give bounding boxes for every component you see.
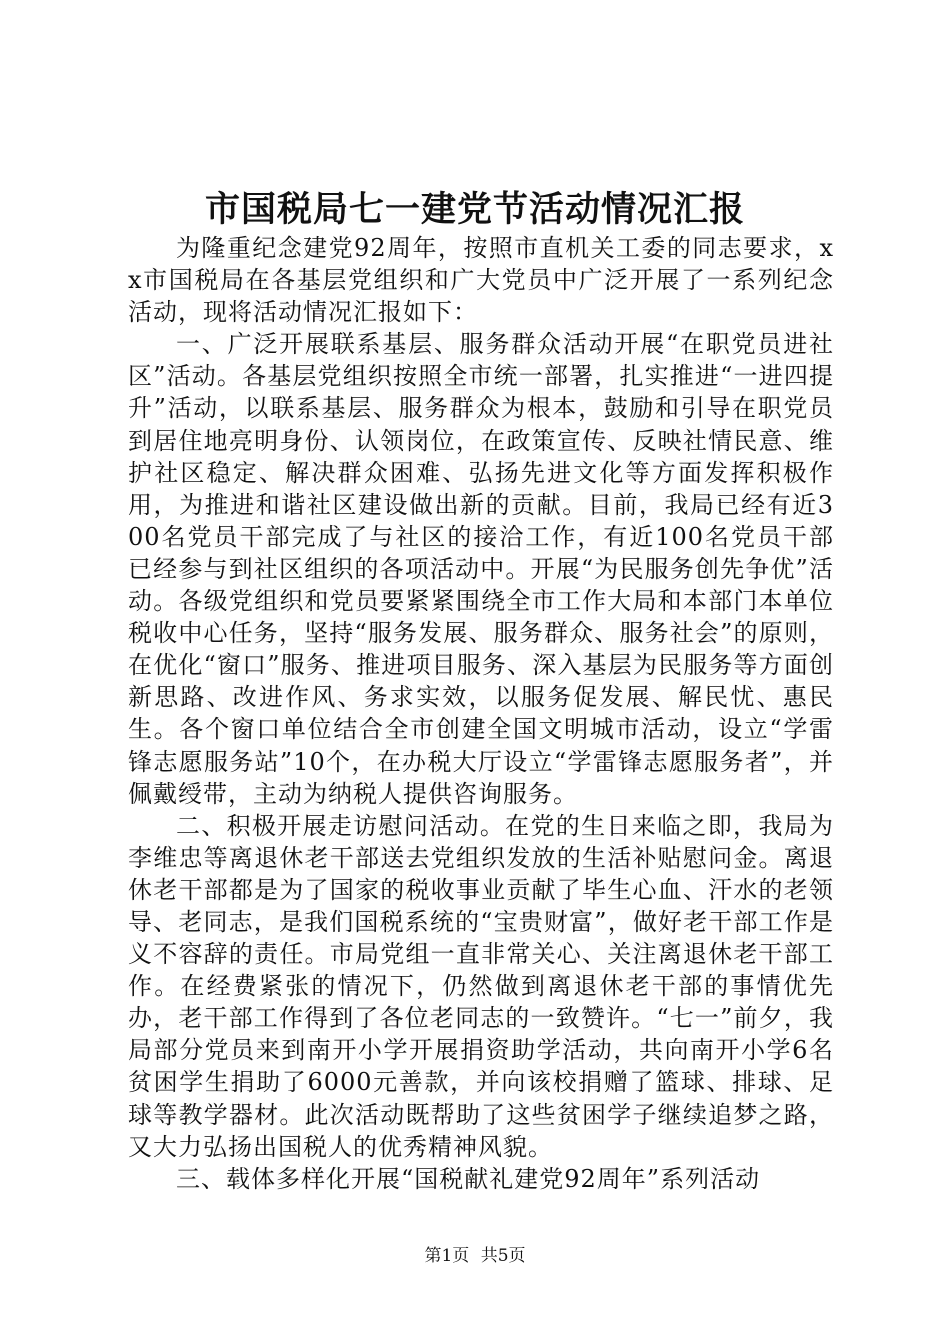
paragraph-intro: 为隆重纪念建党92周年，按照市直机关工委的同志要求，xx市国税局在各基层党组织和广大党员中广泛开展了一系列纪念活动，现将活动情况汇报如下： bbox=[128, 234, 834, 327]
page-footer bbox=[0, 1244, 950, 1268]
page-number-current: 第1页 bbox=[424, 1246, 470, 1266]
paragraph-section-1: 一、广泛开展联系基层、服务群众活动开展“在职党员进社区”活动。各基层党组织按照全市统一部署，扎实推进“一进四提升”活动，以联系基层、服务群众为根本，鼓励和引导在职党员到居住地亮明身份、认领岗位，在政策宣传、反映社情民意、维护社区稳定、解决群众困难、弘扬先进文化等方面发挥积极作用，为推进和谐社区建设做出新的贡献。目前，我局已经有近300名党员干部完成了与社区的接洽工作，有近100名党员干部已经参与到社区组织的各项活动中。开展“为民服务创先争优”活动。各级党组织和党员要紧紧围绕全市工作大局和本部门本单位税收中心任务，坚持“服务发展、服务群众、服务社会”的原则，在优化“窗口”服务、推进项目服务、深入基层为民服务等方面创新思路、改进作风、务求实效，以服务促发展、解民忧、惠民生。各个窗口单位结合全市创建全国文明城市活动，设立“学雷锋志愿服务站”10个，在办税大厅设立“学雷锋志愿服务者”，并佩戴绶带，主动为纳税人提供咨询服务。 bbox=[128, 330, 834, 808]
page-number-total: 共5页 bbox=[480, 1246, 526, 1266]
paragraph-section-2: 二、积极开展走访慰问活动。在党的生日来临之即，我局为李维忠等离退休老干部送去党组织发放的生活补贴慰问金。离退休老干部都是为了国家的税收事业贡献了毕生心血、汗水的老领导、老同志，是我们国税系统的“宝贵财富”，做好老干部工作是义不容辞的责任。市局党组一直非常关心、关注离退休老干部工作。在经费紧张的情况下，仍然做到离退休老干部的事情优先办，老干部工作得到了各位老同志的一致赞许。“七一”前夕，我局部分党员来到南开小学开展捐资助学活动，共向南开小学6名贫困学生捐助了6000元善款，并向该校捐赠了篮球、排球、足球等教学器材。此次活动既帮助了这些贫困学子继续追梦之路，又大力弘扬出国税人的优秀精神风貌。 bbox=[128, 811, 834, 1161]
paragraph-section-3: 三、载体多样化开展“国税献礼建党92周年”系列活动 bbox=[176, 1164, 761, 1193]
document-title: 市国税局七一建党节活动情况汇报 bbox=[204, 189, 745, 230]
document-body bbox=[128, 232, 834, 1195]
